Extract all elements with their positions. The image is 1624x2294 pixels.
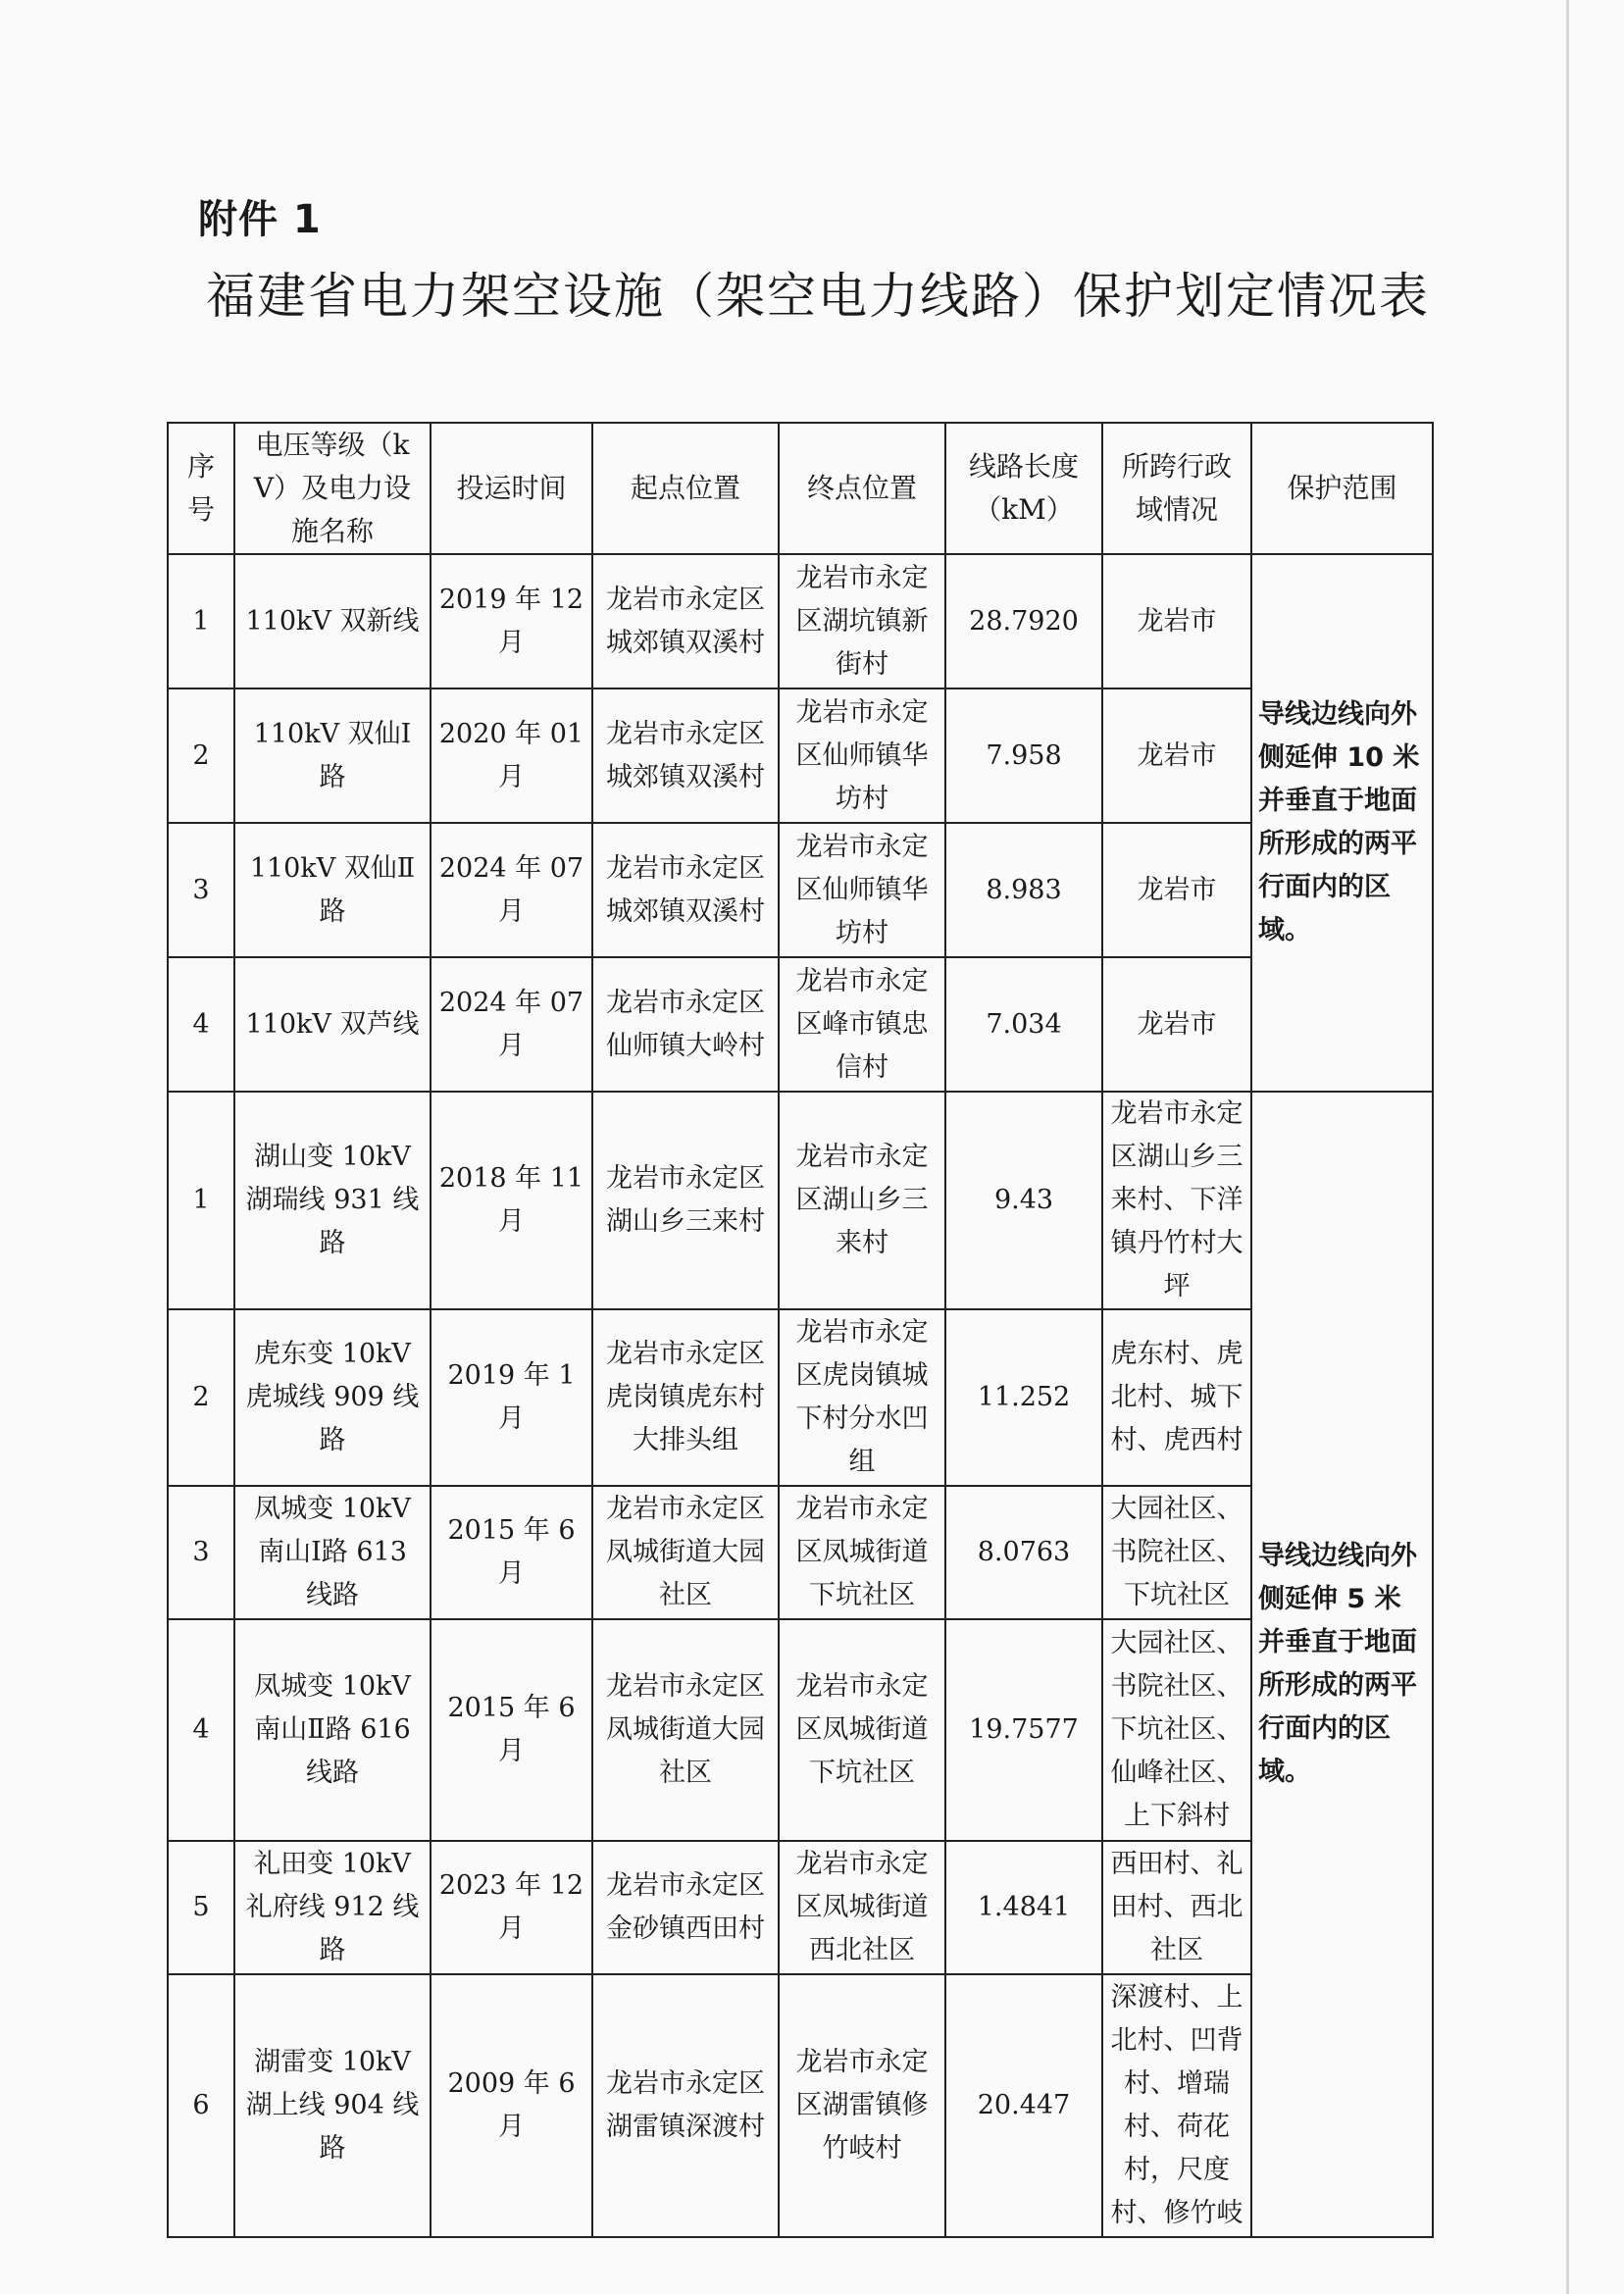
row-start: 龙岩市永定区城郊镇双溪村 bbox=[592, 823, 779, 957]
header-name: 电压等级（kV）及电力设施名称 bbox=[234, 423, 431, 554]
row-name: 虎东变 10kV 虎城线 909 线路 bbox=[234, 1309, 431, 1486]
row-no: 1 bbox=[168, 554, 234, 688]
row-length: 8.983 bbox=[945, 823, 1102, 957]
row-date: 2009 年 6 月 bbox=[431, 1974, 592, 2237]
table-row bbox=[168, 1309, 1433, 1486]
row-no: 3 bbox=[168, 1486, 234, 1619]
row-name: 110kV 双仙Ⅰ路 bbox=[234, 688, 431, 823]
table-row bbox=[168, 1841, 1433, 1974]
table-row bbox=[168, 957, 1433, 1092]
row-date: 2020 年 01 月 bbox=[431, 688, 592, 823]
row-end: 龙岩市永定区峰市镇忠信村 bbox=[779, 957, 945, 1092]
row-date: 2018 年 11 月 bbox=[431, 1092, 592, 1309]
row-end: 龙岩市永定区湖雷镇修竹岐村 bbox=[779, 1974, 945, 2237]
row-end: 龙岩市永定区仙师镇华坊村 bbox=[779, 823, 945, 957]
header-scope: 保护范围 bbox=[1251, 423, 1433, 554]
row-name: 110kV 双仙Ⅱ路 bbox=[234, 823, 431, 957]
row-no: 4 bbox=[168, 957, 234, 1092]
table-row bbox=[168, 1619, 1433, 1841]
row-length: 28.7920 bbox=[945, 554, 1102, 688]
row-end: 龙岩市永定区湖山乡三来村 bbox=[779, 1092, 945, 1309]
row-date: 2024 年 07 月 bbox=[431, 823, 592, 957]
scope-10m: 导线边线向外侧延伸 10 米并垂直于地面所形成的两平行面内的区域。 bbox=[1251, 554, 1433, 1092]
row-name: 礼田变 10kV 礼府线 912 线路 bbox=[234, 1841, 431, 1974]
header-no: 序号 bbox=[168, 423, 234, 554]
row-start: 龙岩市永定区金砂镇西田村 bbox=[592, 1841, 779, 1974]
header-end: 终点位置 bbox=[779, 423, 945, 554]
row-start: 龙岩市永定区城郊镇双溪村 bbox=[592, 688, 779, 823]
row-end: 龙岩市永定区凤城街道西北社区 bbox=[779, 1841, 945, 1974]
row-length: 7.034 bbox=[945, 957, 1102, 1092]
row-region: 大园社区、书院社区、下坑社区 bbox=[1102, 1486, 1251, 1619]
header-region: 所跨行政域情况 bbox=[1102, 423, 1251, 554]
row-name: 凤城变 10kV 南山Ⅱ路 616 线路 bbox=[234, 1619, 431, 1841]
row-no: 5 bbox=[168, 1841, 234, 1974]
table-row bbox=[168, 1486, 1433, 1619]
row-start: 龙岩市永定区湖山乡三来村 bbox=[592, 1092, 779, 1309]
row-length: 7.958 bbox=[945, 688, 1102, 823]
row-end: 龙岩市永定区仙师镇华坊村 bbox=[779, 688, 945, 823]
row-no: 3 bbox=[168, 823, 234, 957]
row-name: 110kV 双新线 bbox=[234, 554, 431, 688]
row-no: 2 bbox=[168, 1309, 234, 1486]
table-row bbox=[168, 823, 1433, 957]
row-date: 2015 年 6 月 bbox=[431, 1486, 592, 1619]
row-date: 2019 年 1 月 bbox=[431, 1309, 592, 1486]
table-row bbox=[168, 688, 1433, 823]
row-date: 2023 年 12 月 bbox=[431, 1841, 592, 1974]
row-length: 1.4841 bbox=[945, 1841, 1102, 1974]
row-region: 龙岩市 bbox=[1102, 957, 1251, 1092]
row-start: 龙岩市永定区仙师镇大岭村 bbox=[592, 957, 779, 1092]
row-name: 凤城变 10kV 南山Ⅰ路 613 线路 bbox=[234, 1486, 431, 1619]
row-no: 6 bbox=[168, 1974, 234, 2237]
row-region: 龙岩市 bbox=[1102, 554, 1251, 688]
row-region: 龙岩市 bbox=[1102, 823, 1251, 957]
row-start: 龙岩市永定区湖雷镇深渡村 bbox=[592, 1974, 779, 2237]
row-length: 19.7577 bbox=[945, 1619, 1102, 1841]
document-title: 福建省电力架空设施（架空电力线路）保护划定情况表 bbox=[206, 268, 1430, 325]
table-row bbox=[168, 1974, 1433, 2237]
row-length: 8.0763 bbox=[945, 1486, 1102, 1619]
page-edge bbox=[1566, 0, 1569, 2294]
row-date: 2015 年 6 月 bbox=[431, 1619, 592, 1841]
row-no: 2 bbox=[168, 688, 234, 823]
row-length: 9.43 bbox=[945, 1092, 1102, 1309]
row-region: 深渡村、上北村、凹背村、增瑞村、荷花村，尺度村、修竹岐 bbox=[1102, 1974, 1251, 2237]
row-name: 湖雷变 10kV 湖上线 904 线路 bbox=[234, 1974, 431, 2237]
row-region: 大园社区、书院社区、下坑社区、仙峰社区、上下斜村 bbox=[1102, 1619, 1251, 1841]
row-start: 龙岩市永定区凤城街道大园社区 bbox=[592, 1486, 779, 1619]
header-row bbox=[168, 423, 1433, 554]
row-start: 龙岩市永定区城郊镇双溪村 bbox=[592, 554, 779, 688]
table-row bbox=[168, 1092, 1433, 1309]
row-region: 西田村、礼田村、西北社区 bbox=[1102, 1841, 1251, 1974]
row-no: 1 bbox=[168, 1092, 234, 1309]
row-end: 龙岩市永定区凤城街道下坑社区 bbox=[779, 1486, 945, 1619]
protection-table-wrapper bbox=[167, 422, 1432, 2238]
scope-5m: 导线边线向外侧延伸 5 米并垂直于地面所形成的两平行面内的区域。 bbox=[1251, 1092, 1433, 2237]
row-end: 龙岩市永定区湖坑镇新街村 bbox=[779, 554, 945, 688]
row-date: 2024 年 07 月 bbox=[431, 957, 592, 1092]
header-date: 投运时间 bbox=[431, 423, 592, 554]
row-region: 虎东村、虎北村、城下村、虎西村 bbox=[1102, 1309, 1251, 1486]
row-name: 110kV 双芦线 bbox=[234, 957, 431, 1092]
row-region: 龙岩市永定区湖山乡三来村、下洋镇丹竹村大坪 bbox=[1102, 1092, 1251, 1309]
row-length: 20.447 bbox=[945, 1974, 1102, 2237]
row-region: 龙岩市 bbox=[1102, 688, 1251, 823]
row-date: 2019 年 12 月 bbox=[431, 554, 592, 688]
protection-table bbox=[167, 422, 1434, 2238]
row-start: 龙岩市永定区虎岗镇虎东村大排头组 bbox=[592, 1309, 779, 1486]
header-start: 起点位置 bbox=[592, 423, 779, 554]
row-no: 4 bbox=[168, 1619, 234, 1841]
table-row bbox=[168, 554, 1433, 688]
row-end: 龙岩市永定区虎岗镇城下村分水凹组 bbox=[779, 1309, 945, 1486]
row-length: 11.252 bbox=[945, 1309, 1102, 1486]
row-end: 龙岩市永定区凤城街道下坑社区 bbox=[779, 1619, 945, 1841]
row-start: 龙岩市永定区凤城街道大园社区 bbox=[592, 1619, 779, 1841]
header-length: 线路长度（kM） bbox=[945, 423, 1102, 554]
row-name: 湖山变 10kV 湖瑞线 931 线路 bbox=[234, 1092, 431, 1309]
attachment-label: 附件 1 bbox=[198, 197, 322, 242]
